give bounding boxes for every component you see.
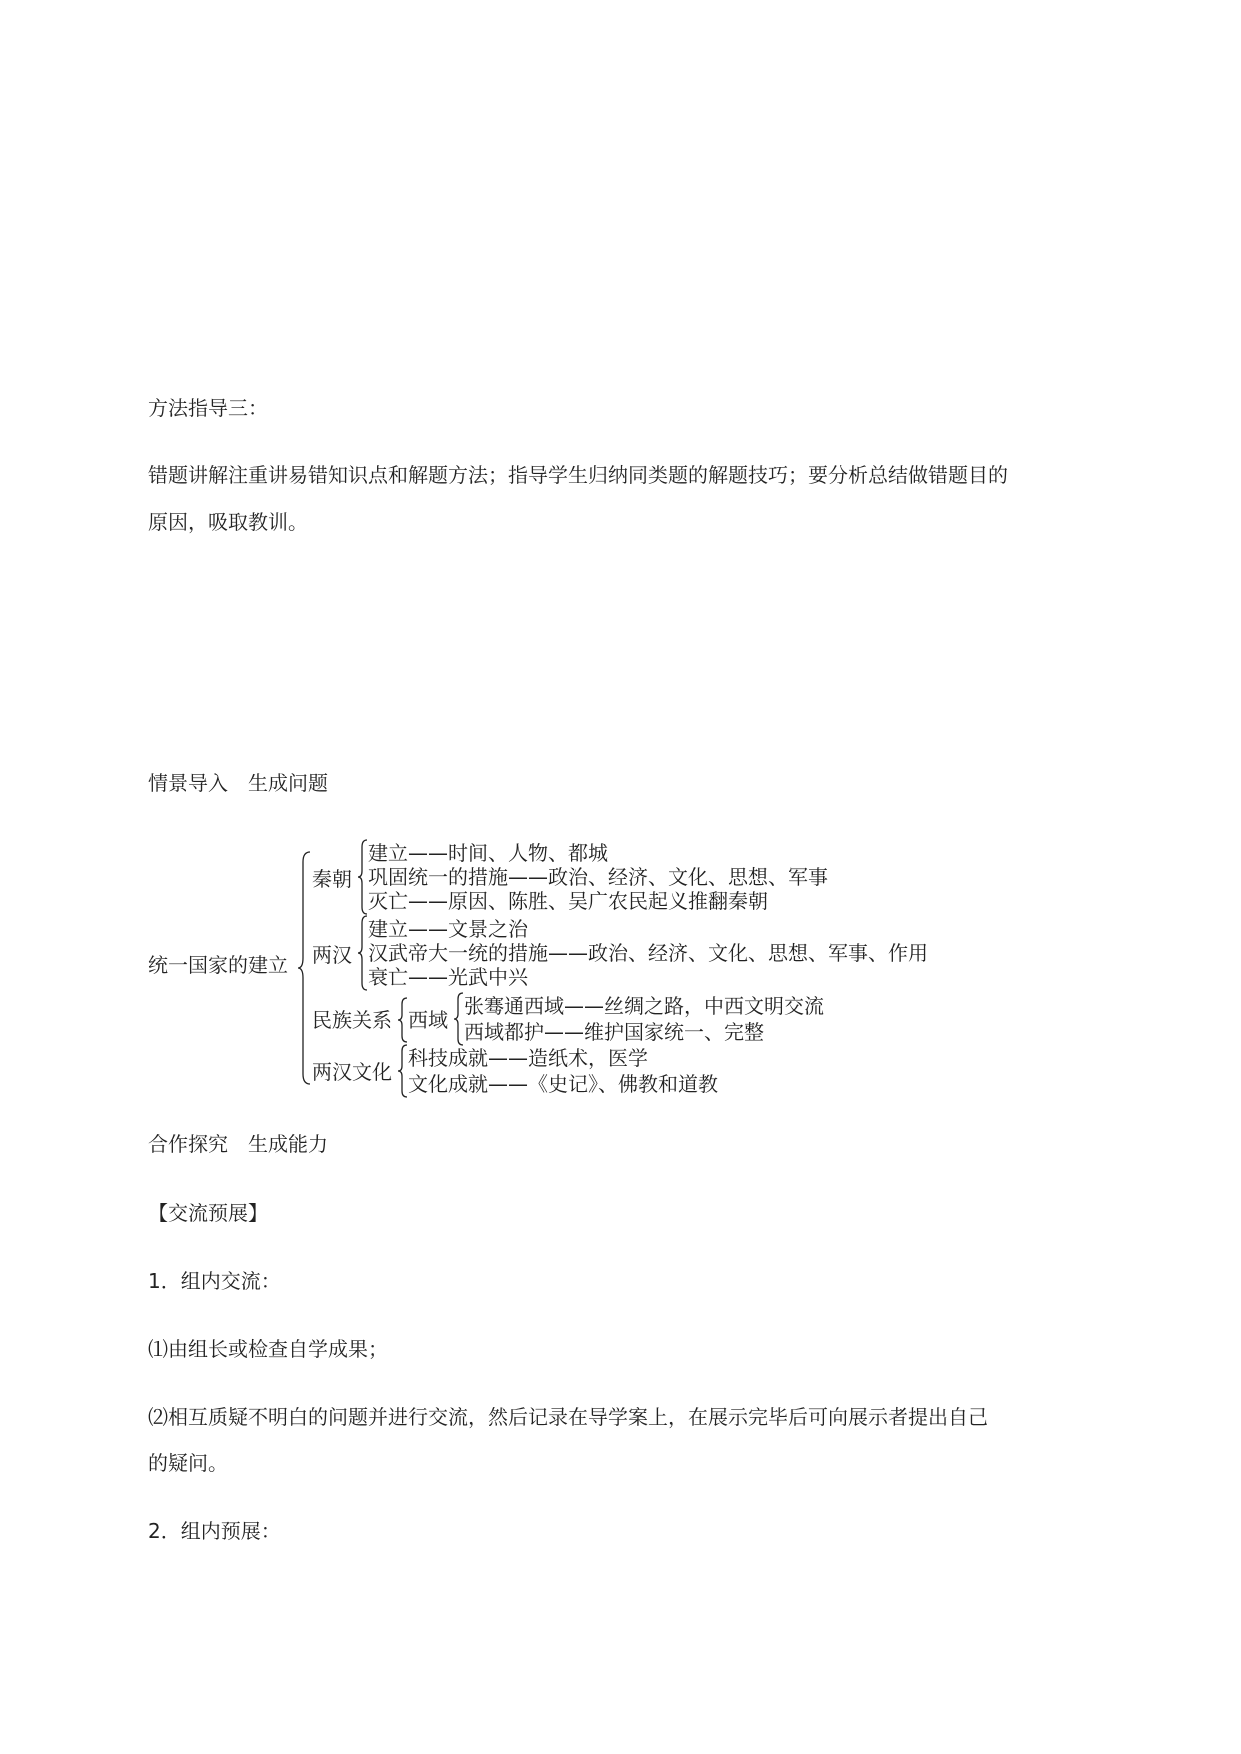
scenario-heading: 情景导入 生成问题 — [148, 771, 328, 795]
qin-label: 秦朝 — [312, 867, 352, 891]
qin-item-2: 巩固统一的措施——政治、经济、文化、思想、军事 — [368, 865, 828, 889]
culture-brace — [398, 1045, 408, 1097]
han-label: 两汉 — [312, 943, 352, 967]
mindmap-root: 统一国家的建立 — [148, 953, 288, 977]
method-guide-heading: 方法指导三： — [148, 396, 268, 420]
western-regions-brace — [454, 993, 464, 1045]
ethnic-brace — [398, 998, 408, 1042]
step-1-item-2-line-1: ⑵相互质疑不明白的问题并进行交流，然后记录在导学案上，在展示完毕后可向展示者提出自己 — [148, 1405, 988, 1429]
step-2-title: 2．组内预展： — [148, 1519, 281, 1543]
qin-item-3: 灭亡——原因、陈胜、吴广农民起义推翻秦朝 — [368, 889, 768, 913]
ethnic-item-1: 张骞通西域——丝绸之路，中西文明交流 — [464, 994, 824, 1018]
han-brace — [358, 916, 368, 990]
qin-item-1: 建立——时间、人物、都城 — [368, 841, 608, 865]
method-guide-line-2: 原因，吸取教训。 — [148, 510, 308, 534]
ethnic-label: 民族关系 — [312, 1008, 392, 1032]
root-brace — [298, 852, 312, 1084]
han-item-1: 建立——文景之治 — [368, 917, 528, 941]
method-guide-line-1: 错题讲解注重讲易错知识点和解题方法；指导学生归纳同类题的解题技巧；要分析总结做错题目的 — [148, 463, 1008, 487]
exchange-heading: 【交流预展】 — [148, 1201, 268, 1225]
step-1-item-1: ⑴由组长或检查自学成果； — [148, 1337, 388, 1361]
step-1-title: 1．组内交流： — [148, 1269, 281, 1293]
han-item-3: 衰亡——光武中兴 — [368, 965, 528, 989]
culture-item-1: 科技成就——造纸术，医学 — [408, 1046, 648, 1070]
cooperation-heading: 合作探究 生成能力 — [148, 1132, 328, 1156]
culture-label: 两汉文化 — [312, 1060, 392, 1084]
step-1-item-2-line-2: 的疑问。 — [148, 1451, 228, 1475]
qin-brace — [358, 840, 368, 914]
han-item-2: 汉武帝大一统的措施——政治、经济、文化、思想、军事、作用 — [368, 941, 928, 965]
ethnic-item-2: 西域都护——维护国家统一、完整 — [464, 1020, 764, 1044]
culture-item-2: 文化成就——《史记》、佛教和道教 — [408, 1072, 718, 1096]
western-regions-label: 西域 — [408, 1008, 448, 1032]
